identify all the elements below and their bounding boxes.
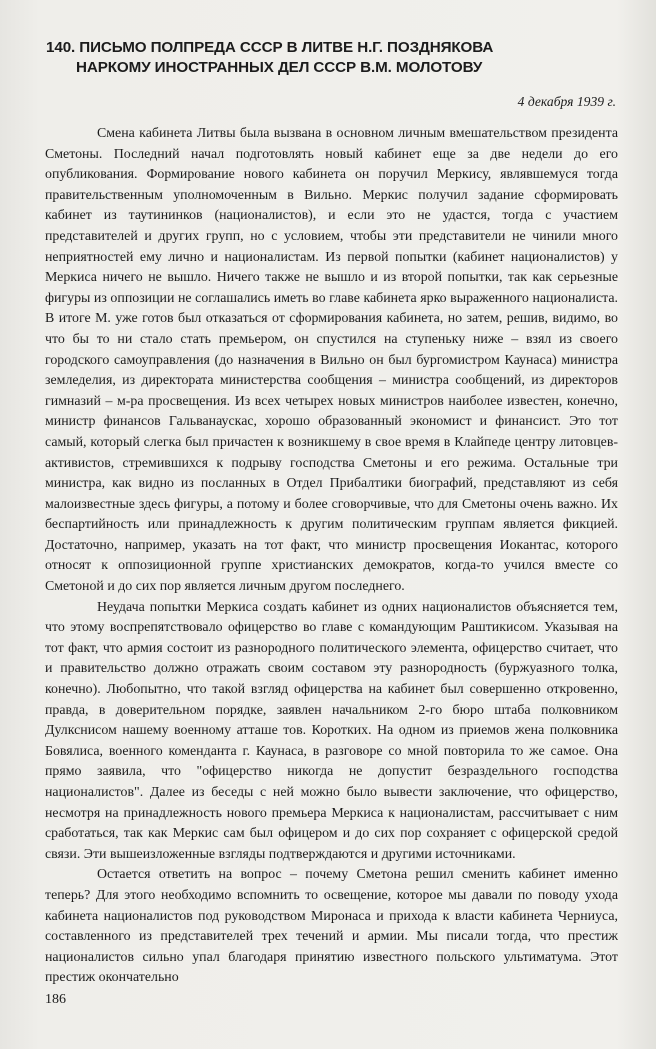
- paragraph-2: Неудача попытки Меркиса создать кабинет из одних националистов объясняется тем, что этому воспрепятствовало офицерство во главе с командующим Раштикисом. Указывая на тот факт, что армия состоит из разнородного политического элемента, офицерство считает, что и правительство должно отражать своим составом эту разнородность (буржуазного толка, конечно). Любопытно, что такой взгляд офицерства на кабинет был совершенно откровенно, правда, в доверительном порядке, заявлен начальником 2-го бюро штаба полковником Дулкснисом нашему военному атташе тов. Коротких. На одном из приемов жена полковника Бовялиса, военного коменданта г. Каунаса, в разговоре со мной повторила то же самое. Она прямо заявила, что "офицерство никогда не допустит безраздельного господства националистов". Далее из беседы с ней можно было вывести заключение, что офицерство, несмотря на принадлежность нового премьера Меркиса к националистам, рассчитывает с ним сработаться, так как Меркис сам был офицером и до сих пор сохраняет с офицерской средой связи. Эти вышеизложенные взгляды подтверждаются и другими источниками.: [45, 599, 618, 862]
- title-line-2: НАРКОМУ ИНОСТРАННЫХ ДЕЛ СССР В.М. МОЛОТОВУ: [76, 59, 483, 76]
- title-line-1: 140. ПИСЬМО ПОЛПРЕДА СССР В ЛИТВЕ Н.Г. ПОЗДНЯКОВА: [46, 39, 494, 56]
- paragraph-3: Остается ответить на вопрос – почему Сметона решил сменить кабинет именно теперь? Для этого необходимо вспомнить то освещение, которое мы давали по поводу ухода кабинета националистов под руководством Миронаса и прихода к власти кабинета Черниуса, составленного из представителей трех течений и армии. Мы писали тогда, что престиж националистов сильно упал благодаря принятию известного польского ультиматума. Этот престиж окончательно: [45, 867, 618, 986]
- page-number: 186: [45, 992, 66, 1007]
- document-body: [45, 124, 618, 989]
- paragraph-1: Смена кабинета Литвы была вызвана в основном личным вмешательством президента Сметоны. Последний начал подготовлять новый кабинет еще за две недели до его опубликования. Формирование нового кабинета он поручил Меркису, являвшемуся тогда правительственным уполномоченным в Вильно. Меркис получил задание сформировать кабинет из таутининков (националистов), и если это не удастся, тогда с участием представителей и других групп, но с условием, чтобы эти представители не чинили много неприятностей ему лично и националистам. Из первой попытки (кабинет националистов) у Меркиса ничего не вышло. Ничего также не вышло и из второй попытки, так как серьезные фигуры из оппозиции не соглашались иметь во главе кабинета ярко выраженного националиста. В итоге М. уже готов был отказаться от сформирования кабинета, но затем, решив, видимо, во что бы то ни стало стать премьером, он спустился на ступеньку ниже – взял из своего городского самоуправления (до назначения в Вильно он был бургомистром Каунаса) министра земледелия, из директората министерства сообщения – министра сообщений, из директоров гимназий – м-ра просвещения. Из всех четырех новых министров наиболее известен, конечно, министр финансов Гальванаускас, хорошо образованный экономист и финансист. Это тот самый, который слегка был причастен к возникшему в свое время в Клайпеде центру литовцев-активистов, стремившихся к подрыву господства Сметоны и его режима. Остальные три министра, как видно из посланных в Отдел Прибалтики биографий, представляют из себя малоизвестные здесь фигуры, а потому и более сговорчивые, что для Сметоны очень важно. Их беспартийность или принадлежность к другим политическим группам является фикцией. Достаточно, например, указать на тот факт, что министр просвещения Иокантас, которого относят к оппозиционной группе христианских демократов, когда-то учился вместе со Сметоной и до сих пор является личным другом последнего.: [45, 126, 618, 595]
- document-date: 4 декабря 1939 г.: [517, 94, 616, 109]
- document-title: [46, 38, 606, 78]
